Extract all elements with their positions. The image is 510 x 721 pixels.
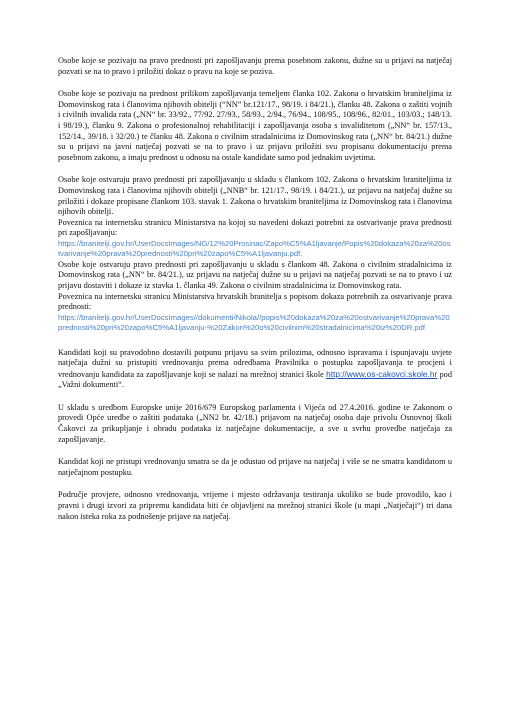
paragraph-poveznica-ministarstvo-branitelja: Poveznica na internetsku stranicu Ministarstva hrvatskih branitelja s popisom dokaza potrebnih za ostvarivanje prava prednosti: [58,291,452,312]
paragraph-gdpr-privola: U skladu s uredbom Europske unije 2016/679 Europskog parlamenta i Vijeća od 27.4.2016. godine te Zakonom o provedi Opće uredbe o zaštiti podataka („NN2 br. 42/18.) prijavom na natječaj osoba daje privolu Osnovnoj školi Čakovci za prikupljanje i obradu podataka iz natječajne dokumentacije, a sve u svrhu provedbe natječaja za zapošljavanje. [58,402,452,444]
vrednovanje-text-before: Kandidati koji su pravodobno dostavili potpunu prijavu sa svim prilozima, odnosno ispravama i ispunjavaju uvjete natječaja dužni su pristupiti vrednovanju prema odredbama Pravilnika o postupku zapošljavanja te procjeni i vrednovanju kandidata za zapošljavanje koji se nalazi na mrežnoj stranici škole [58,347,452,379]
link-popis-dokaza-branitelji[interactable]: https://branitelji.gov.hr/UserDocsImages/NG/12%20Prosinac/Zapo%C5%A1ljavanje/Popis%20dokaza%20za%20ostvarivanje%20prava%20prednosti%20pri%20zapo%C5%A1ljavanju.pdf. [58,238,451,259]
paragraph-branitelji-clanak-102: Osobe koje ostvaruju pravo prednosti pri zapošljavanju u skladu s člankom 102. Zakona o hrvatskim braniteljima iz Domovinskog rata i članovima njihovih obitelji („NNB“ br. 121/17., 98/19. i 84/21.), uz prijavu na natječaj dužne su priložiti i dokaze propisane člankom 103. stavak 1. Zakona o hrvatskim braniteljima iz Domovinskog rata i članovima njihovih obitelji. [58,175,452,217]
paragraph-vrednovanje-kandidata [58,348,452,391]
paragraph-civilni-stradalnici-clanak-48: Osobe koje ostvaruju pravo prednosti pri zapošljavanju u skladu s člankom 48. Zakona o civilnim stradalnicima iz Domovinskog rata („NN“ br. 84/21.), uz prijavu na natječaj dužne su u prijavi na natječaj pozvati se na to pravo i uz prijavu dostaviti i dokaze iz stavka 1. članka 49. Zakona o civilnim stradalnicima iz Domovinskog rata. [58,259,452,290]
paragraph-prednost-clanci: Osobe koje se pozivaju na prednost prilikom zapošljavanja temeljem članka 102. Zakona o hrvatskim braniteljima iz Domovinskog rata i članovima njihovih obitelji (“NN” br.121/17., 98/19. i 84/21.), članku 48. Zakona o zaštiti vojnih i civilnih invalida rata („NN“ br. 33/92., 77/92. 27/93., 58/93., 2/94., 76/94., 108/95., 108/96., 82/01., 103/03.; 148/13. i 98/19.), članku 9. Zakona o profesionalnoj rehabilitaciji i zapošljavanja osoba s invaliditetom („NN“ br. 157/13., 152/14., 39/18. i 32/20.) te članku 48. Zakona o civilnim stradalnicima iz Domovinskog rata („NN“ br. 84/21.) dužne su u prijavi na javni natječaj pozvati se na to pravo i uz prijavu priložiti svu propisanu dokumentaciju prema posebnom zakonu, a imaju prednost u odnosu na ostale kandidate samo pod jednakim uvjetima. [58,89,452,162]
link-popis-dokaza-civilni-stradalnici[interactable]: https://branitelji.gov.hr/UserDocsImages//dokumenti/Nikola//popis%20dokaza%20za%20ostvarivanje%20prava%20prednosti%20pri%20zapo%C5%A1ljavanju-%20Zakon%20o%20civilnim%20stradalnicima%20iz%20DR.pdf [58,312,450,333]
paragraph-odustajanje: Kandidat koji ne pristupi vrednovanju smatra se da je odustao od prijave na natječaj i više se ne smatra kandidatom u natječajnom postupku. [58,457,452,477]
paragraph-testiranje-objava: Područje provjere, odnosno vrednovanja, vrijeme i mjesto održavanja testiranja ukoliko se bude provodilo, kao i pravni i drugi izvori za pripremu kandidata biti će objavljeni na mrežnoj stranici škole (u mapi „Natječaji“) tri dana nakon isteka roka za podnošenje prijave na natječaj. [58,490,452,521]
link-skola-web[interactable]: http://www.os-cakovci.skole.hr [326,368,438,379]
paragraph-prednost-posebni-zakon: Osobe koje se pozivaju na pravo prednosti pri zapošljavanju prema posebnom zakonu, dužne su u prijavi na natječaj pozvati se na to pravo i priložiti dokaz o pravu na koje se poziva. [58,56,452,76]
paragraph-poveznica-ministarstvo: Poveznica na internetsku stranicu Ministarstva na kojoj su navedeni dokazi potrebni za ostvarivanje prava prednosti pri zapošljavanju: [58,217,452,238]
vrednovanje-text-after: pod „Važni dokumenti“. [58,369,452,390]
